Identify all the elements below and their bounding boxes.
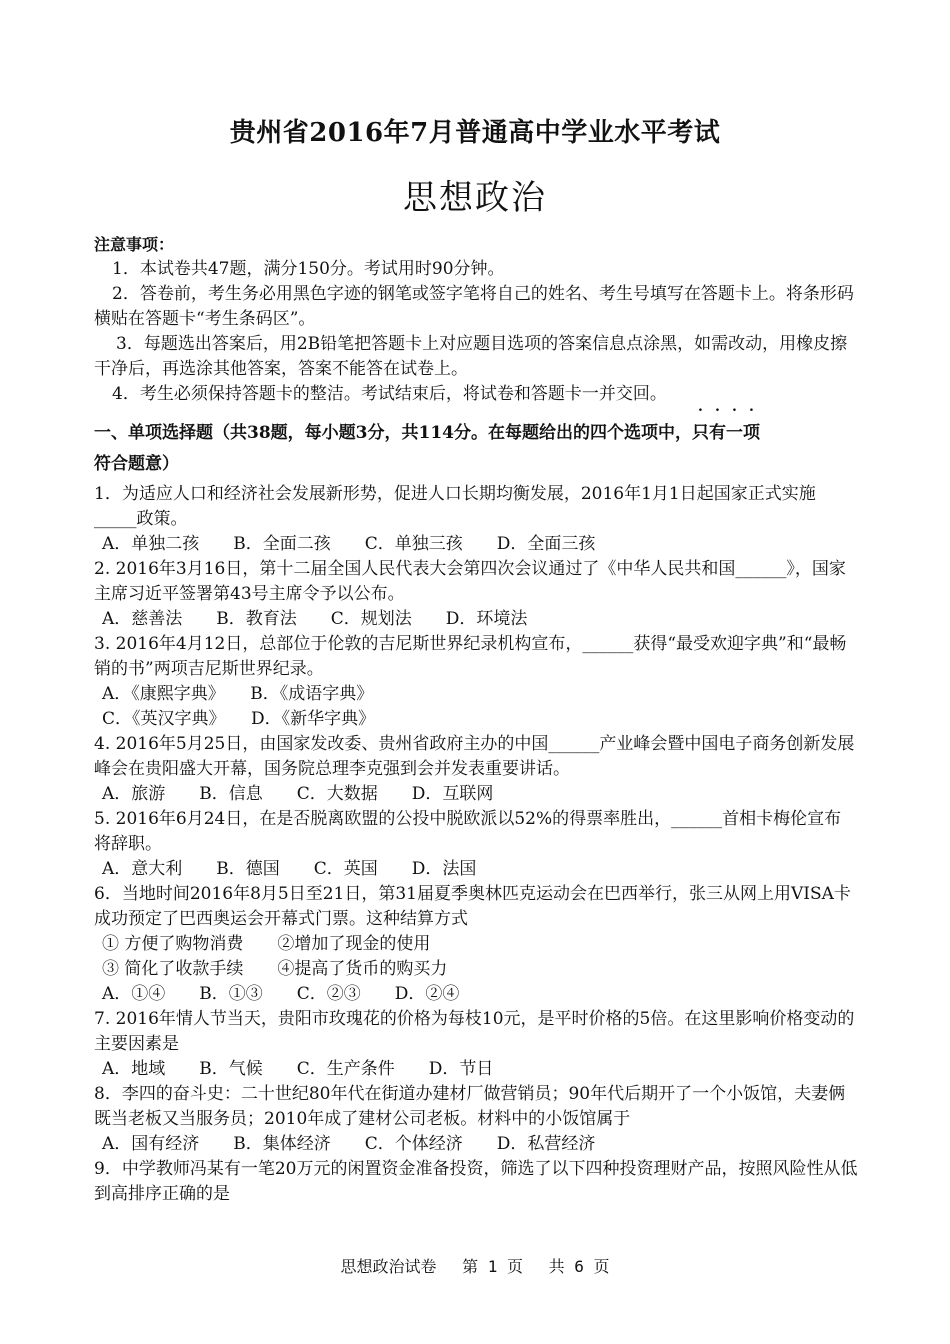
- question-options: A．国有经济 B．集体经济 C．个体经济 D．私营经济: [102, 1134, 596, 1154]
- notice-heading: 注意事项：: [94, 235, 175, 254]
- question-stem: 2. 2016年3月16日，第十二届全国人民代表大会第四次会议通过了《中华人民共和国______》，国家主席习近平签署第43号主席令予以公布。: [94, 559, 846, 604]
- emphasis-char: . 只: [691, 399, 709, 443]
- question-list: [94, 482, 858, 1207]
- exam-title: 贵州省2016年7月普通高中学业水平考试: [229, 118, 721, 148]
- question-options: A．意大利 B．德国 C．英国 D．法国: [102, 859, 477, 879]
- question-options: A．①④ B．①③ C．②③ D．②④: [102, 984, 460, 1004]
- question-stem: 9．中学教师冯某有一笔20万元的闲置资金准备投资，筛选了以下四种投资理财产品，按照风险性从低到高排序正确的是: [94, 1159, 858, 1204]
- question-stem: 8．李四的奋斗史：二十世纪80年代在街道办建材厂做营销员；90年代后期开了一个小饭馆，夫妻俩既当老板又当服务员；2010年成了建材公司老板。材料中的小饭馆属于: [94, 1084, 846, 1129]
- page-footer: 思想政治试卷 第 1 页 共 6 页: [340, 1257, 610, 1276]
- question-options: A．地域 B．气候 C．生产条件 D．节日: [102, 1059, 494, 1079]
- question-options: A．慈善法 B．教育法 C．规划法 D．环境法: [102, 609, 528, 629]
- question-options: A．旅游 B．信息 C．大数据 D．互联网: [102, 784, 494, 804]
- question-stem: 3. 2016年4月12日，总部位于伦敦的吉尼斯世界纪录机构宣布，______获得“最受欢迎字典”和“最畅销的书”两项吉尼斯世界纪录。: [94, 634, 847, 679]
- exam-content: [94, 232, 858, 1207]
- question-options: A．单独二孩 B．全面二孩 C．单独三孩 D．全面三孩: [102, 534, 596, 554]
- question-stem: 6．当地时间2016年8月5日至21日，第31届夏季奥林匹克运动会在巴西举行，张三从网上用VISA卡成功预定了巴西奥运会开幕式门票。这种结算方式: [94, 884, 851, 929]
- notice-item: 1．本试卷共47题，满分150分。考试用时90分钟。: [112, 259, 505, 279]
- question-stem: 7. 2016年情人节当天，贵阳市玫瑰花的价格为每枝10元，是平时价格的5倍。在这里影响价格变动的主要因素是: [94, 1009, 855, 1054]
- section-heading-lead: 一、单项选择题（共38题，每小题3分，共114分。在每题给出的四个选项中，: [94, 423, 692, 443]
- question-stem: 1．为适应人口和经济社会发展新形势，促进人口长期均衡发展，2016年1月1日起国家正式实施_____政策。: [94, 484, 816, 529]
- section-heading-tail: 符合题意）: [94, 454, 179, 474]
- question-stem: 4. 2016年5月25日，由国家发改委、贵州省政府主办的中国______产业峰会暨中国电子商务创新发展峰会在贵阳盛大开幕，国务院总理李克强到会并发表重要讲话。: [94, 734, 855, 779]
- question-options: A．《康熙字典》 B．《成语字典》: [102, 684, 374, 704]
- question-options: C．《英汉字典》 D．《新华字典》: [102, 709, 376, 729]
- notice-item: 4．考生必须保持答题卡的整洁。考试结束后，将试卷和答题卡一并交回。: [112, 384, 667, 404]
- section-heading: [94, 399, 858, 477]
- question-options: ③ 简化了收款手续 ④提高了货币的购买力: [102, 959, 448, 979]
- emphasis-char: . 一: [725, 399, 743, 443]
- notice-item: 2．答卷前，考生务必用黑色字迹的钢笔或签字笔将自己的姓名、考生号填写在答题卡上。将条形码横贴在答题卡“考生条码区”。: [94, 284, 854, 329]
- emphasis-char: . 有: [708, 399, 726, 443]
- emphasis-char: . 项: [742, 399, 760, 443]
- question-options: ① 方便了购物消费 ②增加了现金的使用: [102, 934, 431, 954]
- question-stem: 5. 2016年6月24日，在是否脱离欧盟的公投中脱欧派以52%的得票率胜出，______首相卡梅伦宣布将辞职。: [94, 809, 842, 854]
- notice-item: 3．每题选出答案后，用2B铅笔把答题卡上对应题目选项的答案信息点涂黑，如需改动，用橡皮擦干净后，再选涂其他答案，答案不能答在试卷上。: [94, 334, 848, 379]
- subject-title: 思想政治: [403, 178, 547, 218]
